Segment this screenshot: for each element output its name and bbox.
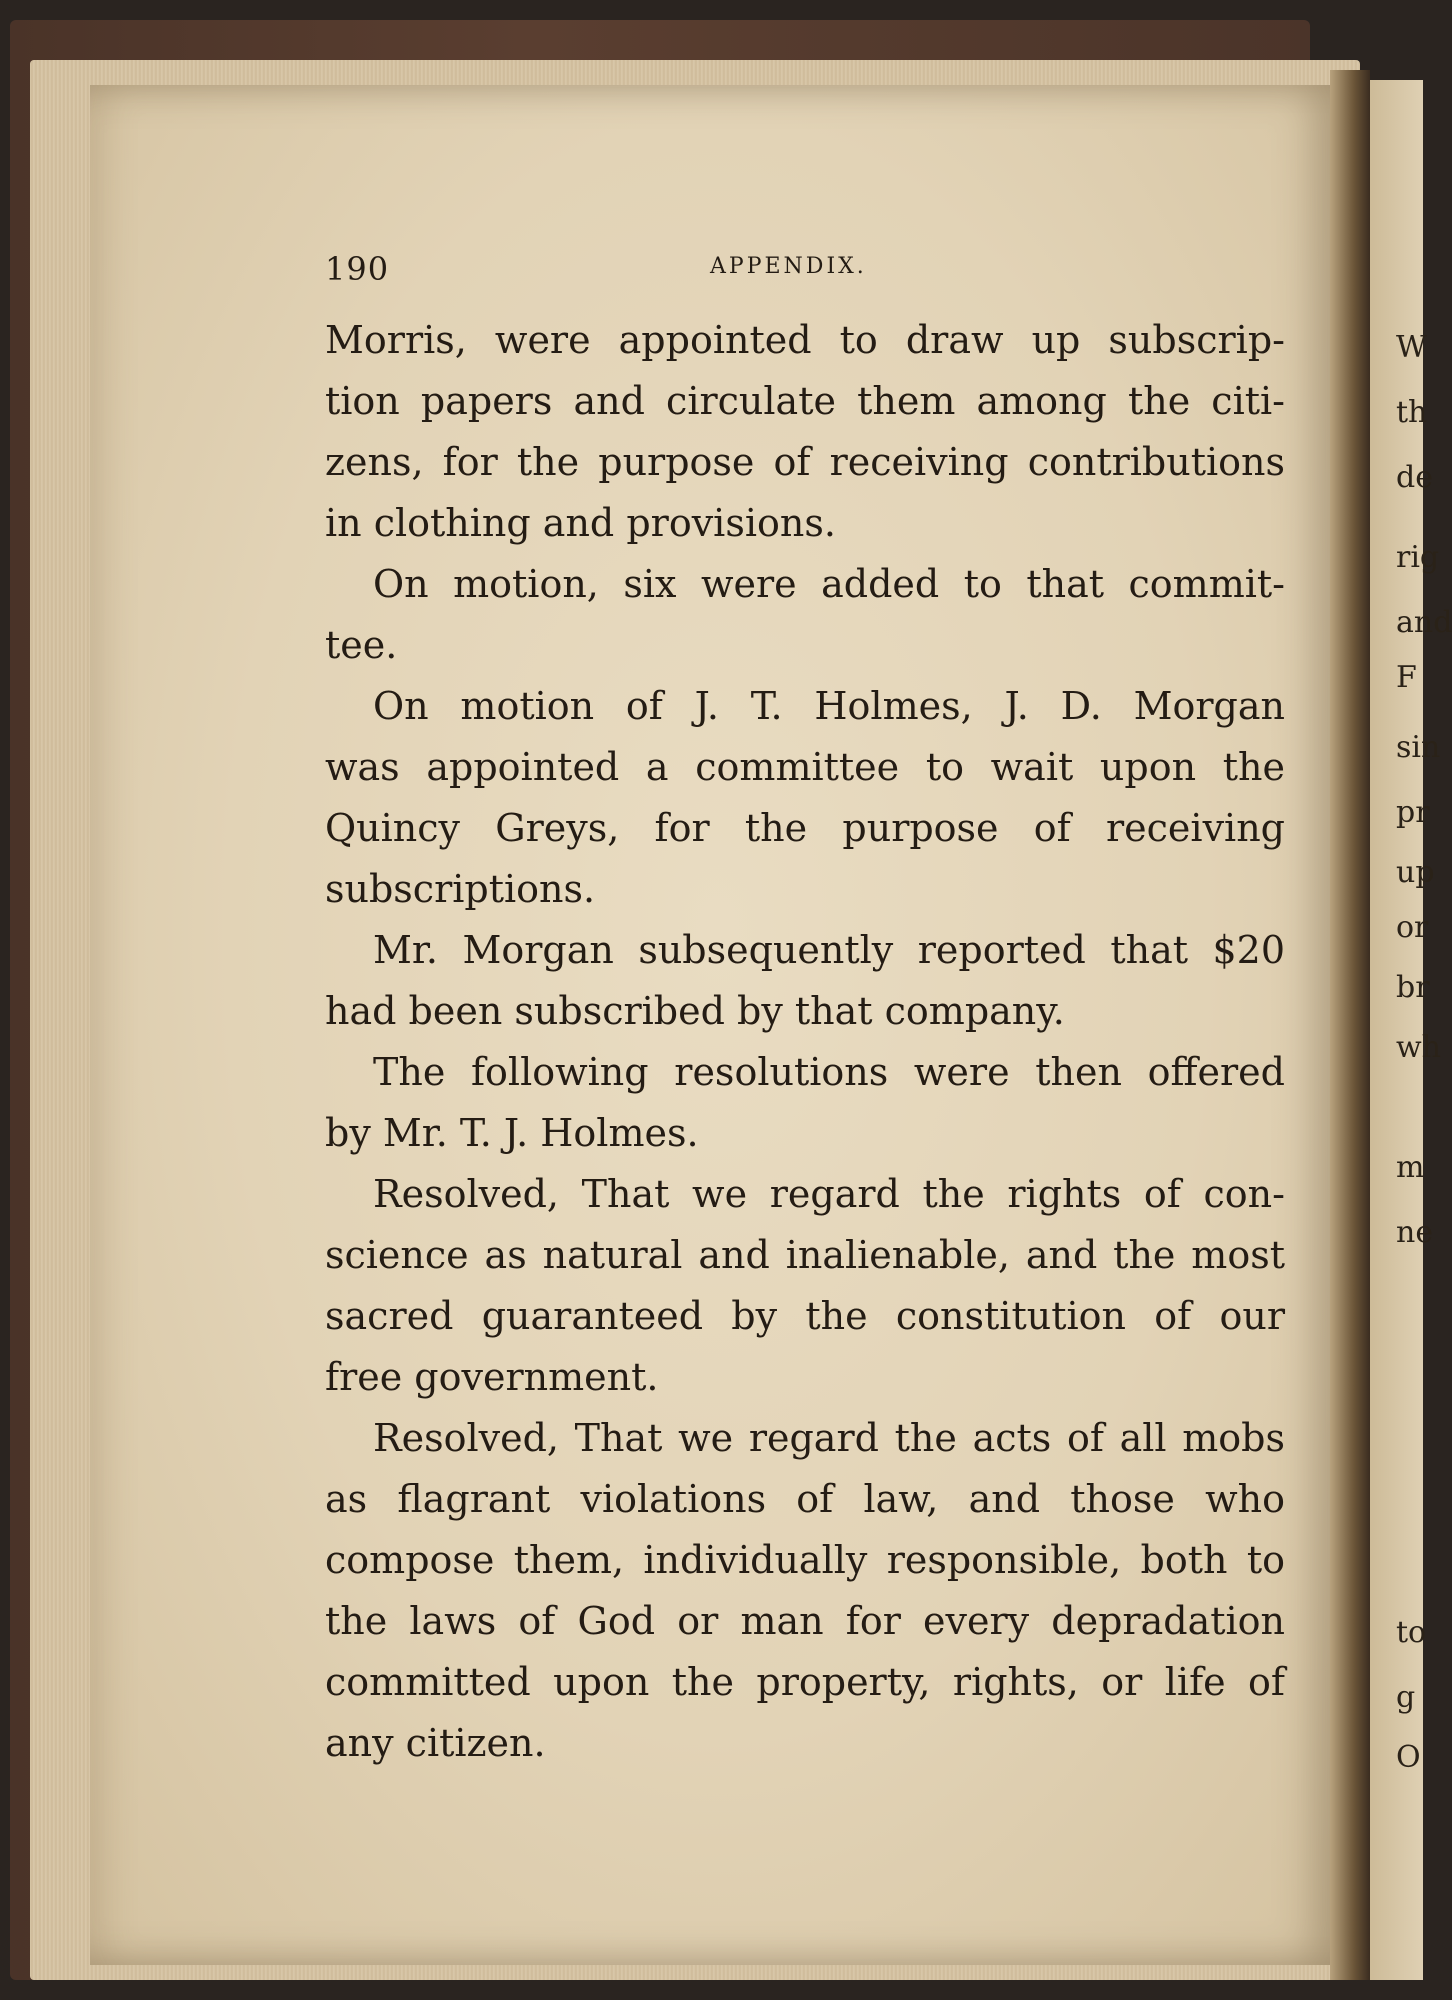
text-line: tee. [325, 623, 398, 667]
page-text [235, 250, 1295, 1774]
facing-page-fragment: ne [1396, 1215, 1434, 1250]
facing-page-fragment: sin [1396, 730, 1441, 765]
running-head: APPENDIX. [710, 254, 867, 279]
facing-page-fragment: or [1396, 910, 1429, 945]
facing-page-fragment: wh [1396, 1030, 1441, 1065]
facing-page-text [1396, 0, 1452, 2000]
text-line: subscriptions. [325, 867, 596, 911]
facing-page-fragment: th [1396, 395, 1428, 430]
text-line: On motion of J. T. Holmes, J. D. Morgan [373, 684, 1285, 728]
text-line: Morris, were appointed to draw up subscrip- [325, 318, 1285, 362]
page-header [325, 250, 1295, 310]
text-line: by Mr. T. J. Holmes. [325, 1111, 699, 1155]
facing-page-fragment: br [1396, 970, 1430, 1005]
facing-page-fragment: rig [1396, 540, 1440, 575]
book-gutter [1330, 70, 1370, 1980]
facing-page-fragment: de [1396, 460, 1433, 495]
facing-page-fragment: to [1396, 1615, 1427, 1650]
facing-page-fragment: F [1396, 660, 1417, 695]
text-line: committed upon the property, rights, or life of [325, 1660, 1285, 1704]
text-line: as flagrant violations of law, and those who [325, 1477, 1285, 1521]
text-line: any citizen. [325, 1721, 546, 1765]
facing-page-fragment: pr [1396, 795, 1430, 830]
facing-page-fragment: W [1396, 330, 1427, 365]
text-line: The following resolutions were then offered [373, 1050, 1285, 1094]
text-line: the laws of God or man for every depradation [325, 1599, 1285, 1643]
text-line: tion papers and circulate them among the citi- [325, 379, 1285, 423]
text-line: free government. [325, 1355, 659, 1399]
text-line: science as natural and inalienable, and the most [325, 1233, 1285, 1277]
text-line: compose them, individually responsible, both to [325, 1538, 1285, 1582]
facing-page-fragment: g [1396, 1680, 1416, 1715]
page-number: 190 [325, 250, 390, 288]
text-line: Quincy Greys, for the purpose of receiving [325, 806, 1285, 850]
facing-page-fragment: m [1396, 1150, 1425, 1185]
text-line: Resolved, That we regard the acts of all mobs [373, 1416, 1285, 1460]
facing-page-fragment: and [1396, 605, 1452, 640]
text-line: Mr. Morgan subsequently reported that $20 [373, 928, 1285, 972]
text-line: in clothing and provisions. [325, 501, 836, 545]
text-line: was appointed a committee to wait upon the [325, 745, 1285, 789]
facing-page-fragment: O [1396, 1740, 1421, 1775]
text-line: zens, for the purpose of receiving contributions [325, 440, 1285, 484]
text-line: On motion, six were added to that commit- [373, 562, 1285, 606]
text-line: Resolved, That we regard the rights of con- [373, 1172, 1285, 1216]
facing-page-fragment: up [1396, 855, 1435, 890]
text-line: sacred guaranteed by the constitution of our [325, 1294, 1285, 1338]
text-line: had been subscribed by that company. [325, 989, 1065, 1033]
